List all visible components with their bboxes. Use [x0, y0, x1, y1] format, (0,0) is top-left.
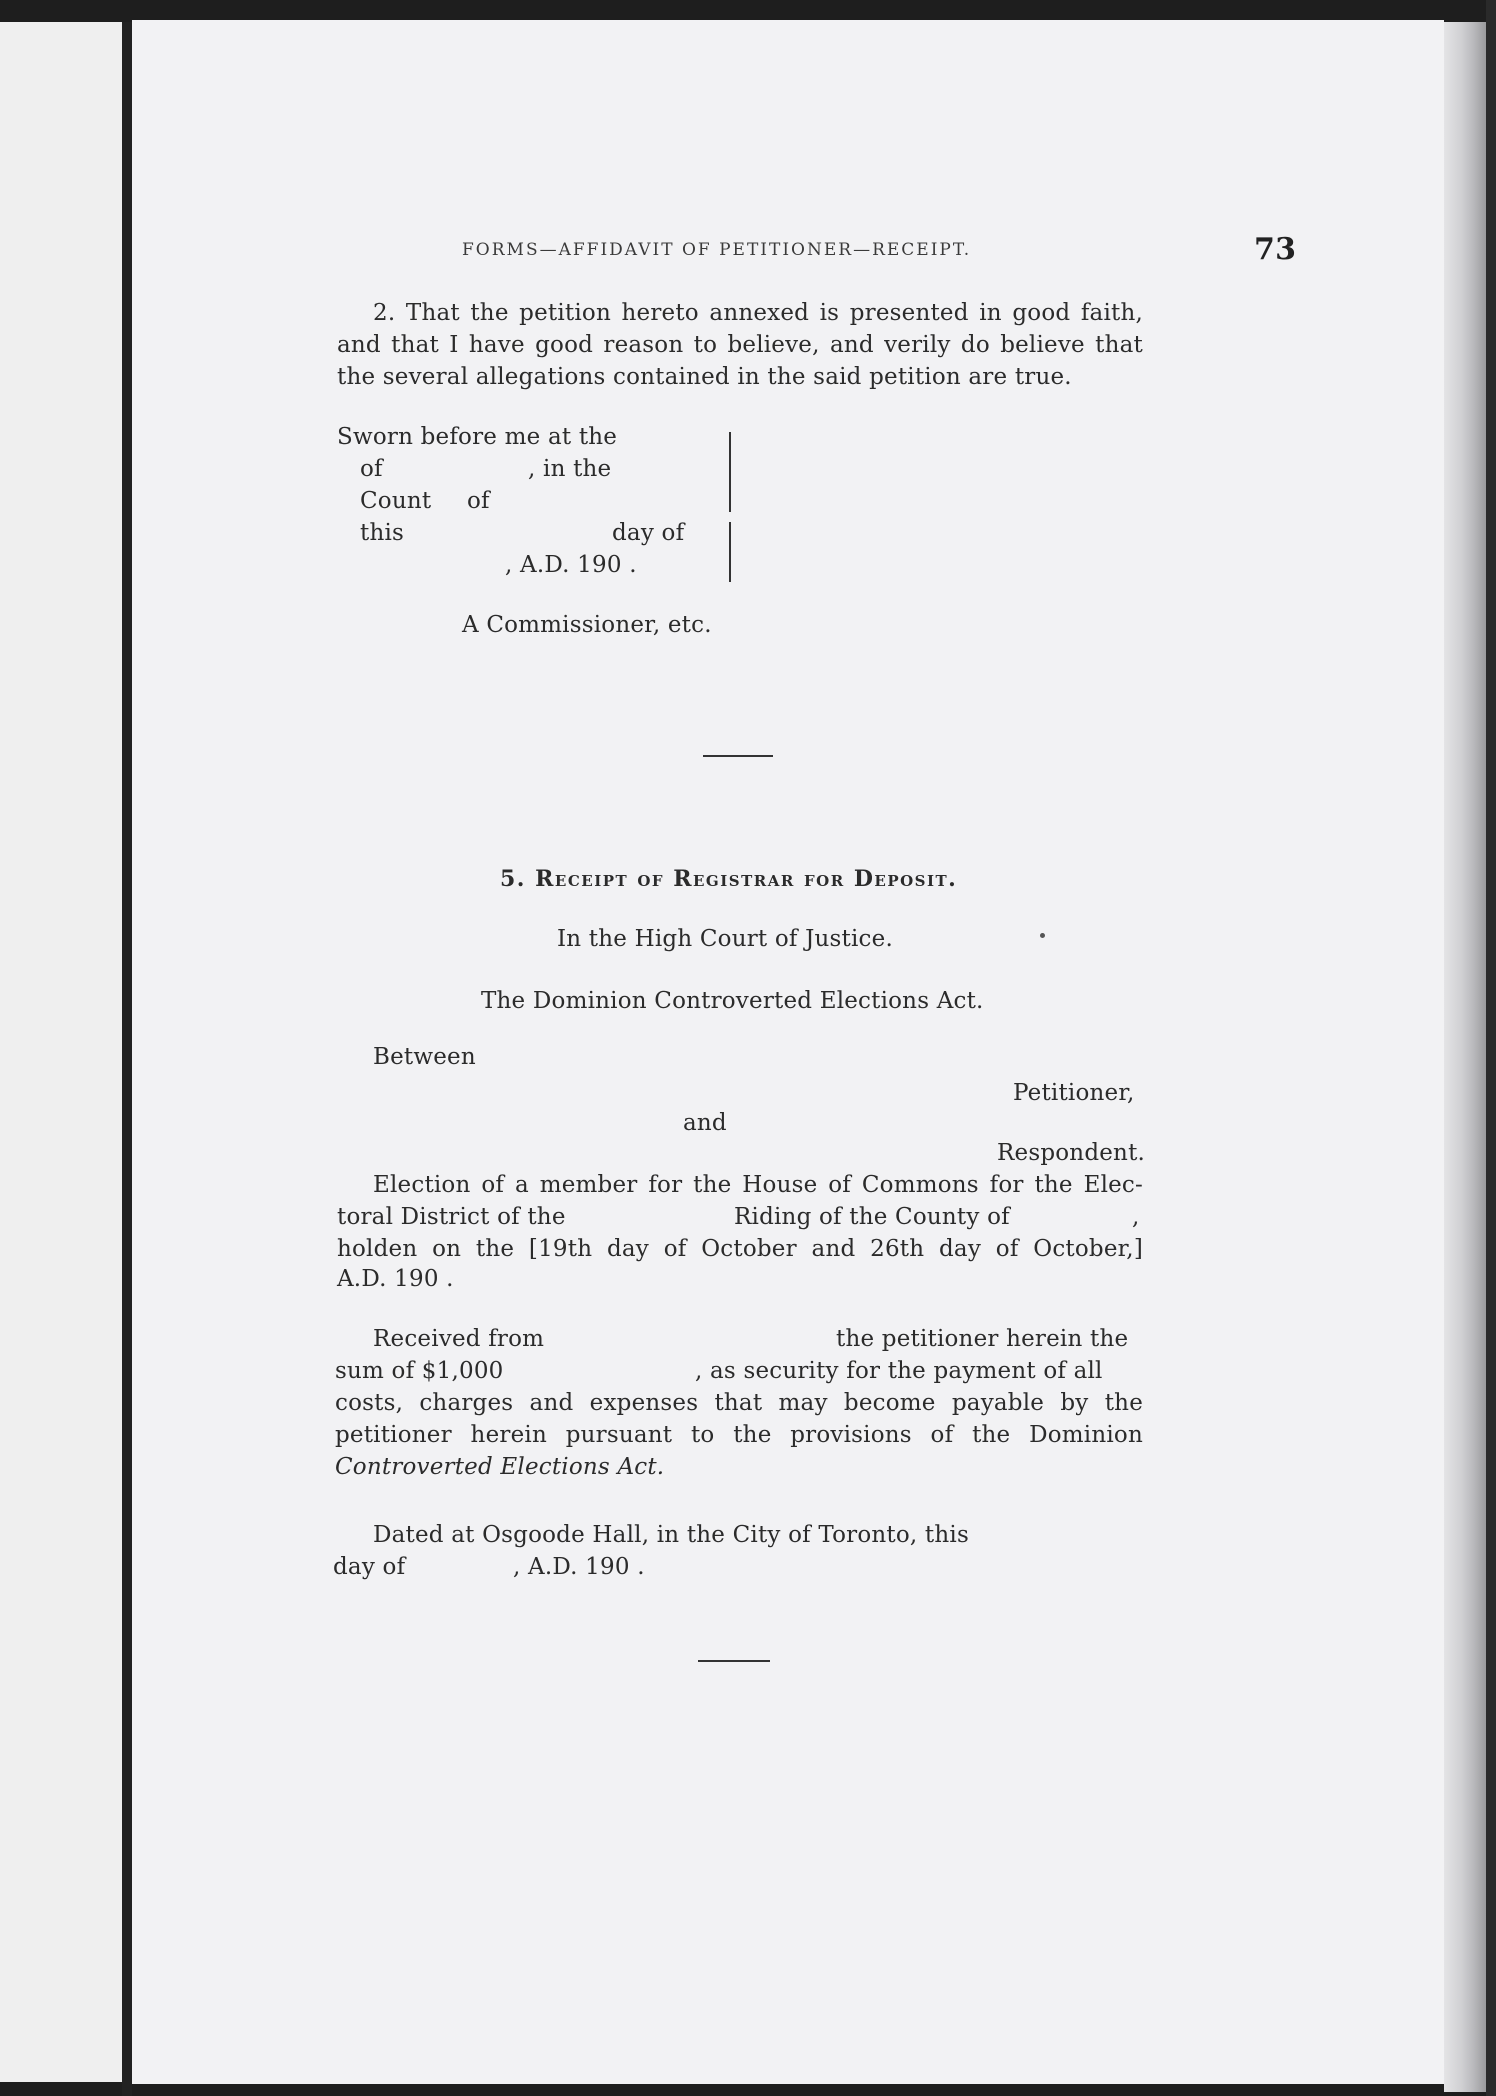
jurat-brace-lower [729, 522, 731, 582]
act-line: The Dominion Controverted Elections Act. [481, 988, 984, 1014]
dated-ad: , A.D. 190 . [513, 1554, 645, 1580]
petitioner-label: Petitioner, [1013, 1080, 1135, 1106]
and-label: and [683, 1110, 727, 1136]
election-line: toral District of the [337, 1204, 566, 1230]
affidavit-line: and that I have good reason to believe, and verily do believe that [337, 332, 1143, 358]
jurat-ad-date: , A.D. 190 . [505, 552, 637, 578]
book-gutter [122, 22, 132, 2096]
election-line: holden on the [19th day of October and 26th day of October,] [337, 1236, 1143, 1262]
respondent-label: Respondent. [997, 1140, 1146, 1166]
page-edge-stack [1444, 22, 1486, 2092]
running-header: FORMS—AFFIDAVIT OF PETITIONER—RECEIPT. [462, 240, 972, 260]
election-line: , [1132, 1204, 1140, 1230]
closing-rule [698, 1660, 770, 1662]
print-speck [1040, 933, 1045, 938]
received-line: petitioner herein pursuant to the provisions of the Dominion [335, 1422, 1143, 1448]
received-security: , as security for the payment of all [695, 1358, 1103, 1384]
jurat-this: this [360, 520, 405, 546]
affidavit-line: the several allegations contained in the said petition are true. [337, 364, 1072, 390]
election-line: A.D. 190 . [337, 1266, 454, 1292]
book-page [132, 20, 1444, 2084]
jurat-in-the: , in the [528, 456, 612, 482]
jurat-brace-upper [729, 432, 731, 512]
facing-page-edge [0, 22, 122, 2082]
receipt-heading: 5. Receipt of Registrar for Deposit. [500, 866, 958, 892]
received-sum: sum of $1,000 [335, 1358, 504, 1384]
between-label: Between [373, 1044, 476, 1070]
election-line: Riding of the County of [734, 1204, 1010, 1230]
commissioner-signature-line: A Commissioner, etc. [462, 612, 712, 638]
affidavit-line: 2. That the petition hereto annexed is presented in good faith, [373, 300, 1143, 326]
received-from: Received from [373, 1326, 545, 1352]
jurat-count-of: of [467, 488, 490, 514]
scanner-border [1486, 0, 1496, 2096]
page-number: 73 [1254, 232, 1297, 267]
court-line: In the High Court of Justice. [557, 926, 893, 952]
election-line: Election of a member for the House of Commons for the Elec- [373, 1172, 1143, 1198]
act-name-italic: Controverted Elections Act. [335, 1454, 665, 1480]
received-line: costs, charges and expenses that may become payable by the [335, 1390, 1143, 1416]
section-divider [703, 755, 773, 757]
jurat-of: of [360, 456, 383, 482]
dated-day-of: day of [333, 1554, 406, 1580]
jurat-count: Count [360, 488, 432, 514]
received-petitioner: the petitioner herein the [836, 1326, 1129, 1352]
jurat-day-of: day of [612, 520, 685, 546]
dated-line: Dated at Osgoode Hall, in the City of Toronto, this [373, 1522, 969, 1548]
jurat-sworn: Sworn before me at the [337, 424, 618, 450]
